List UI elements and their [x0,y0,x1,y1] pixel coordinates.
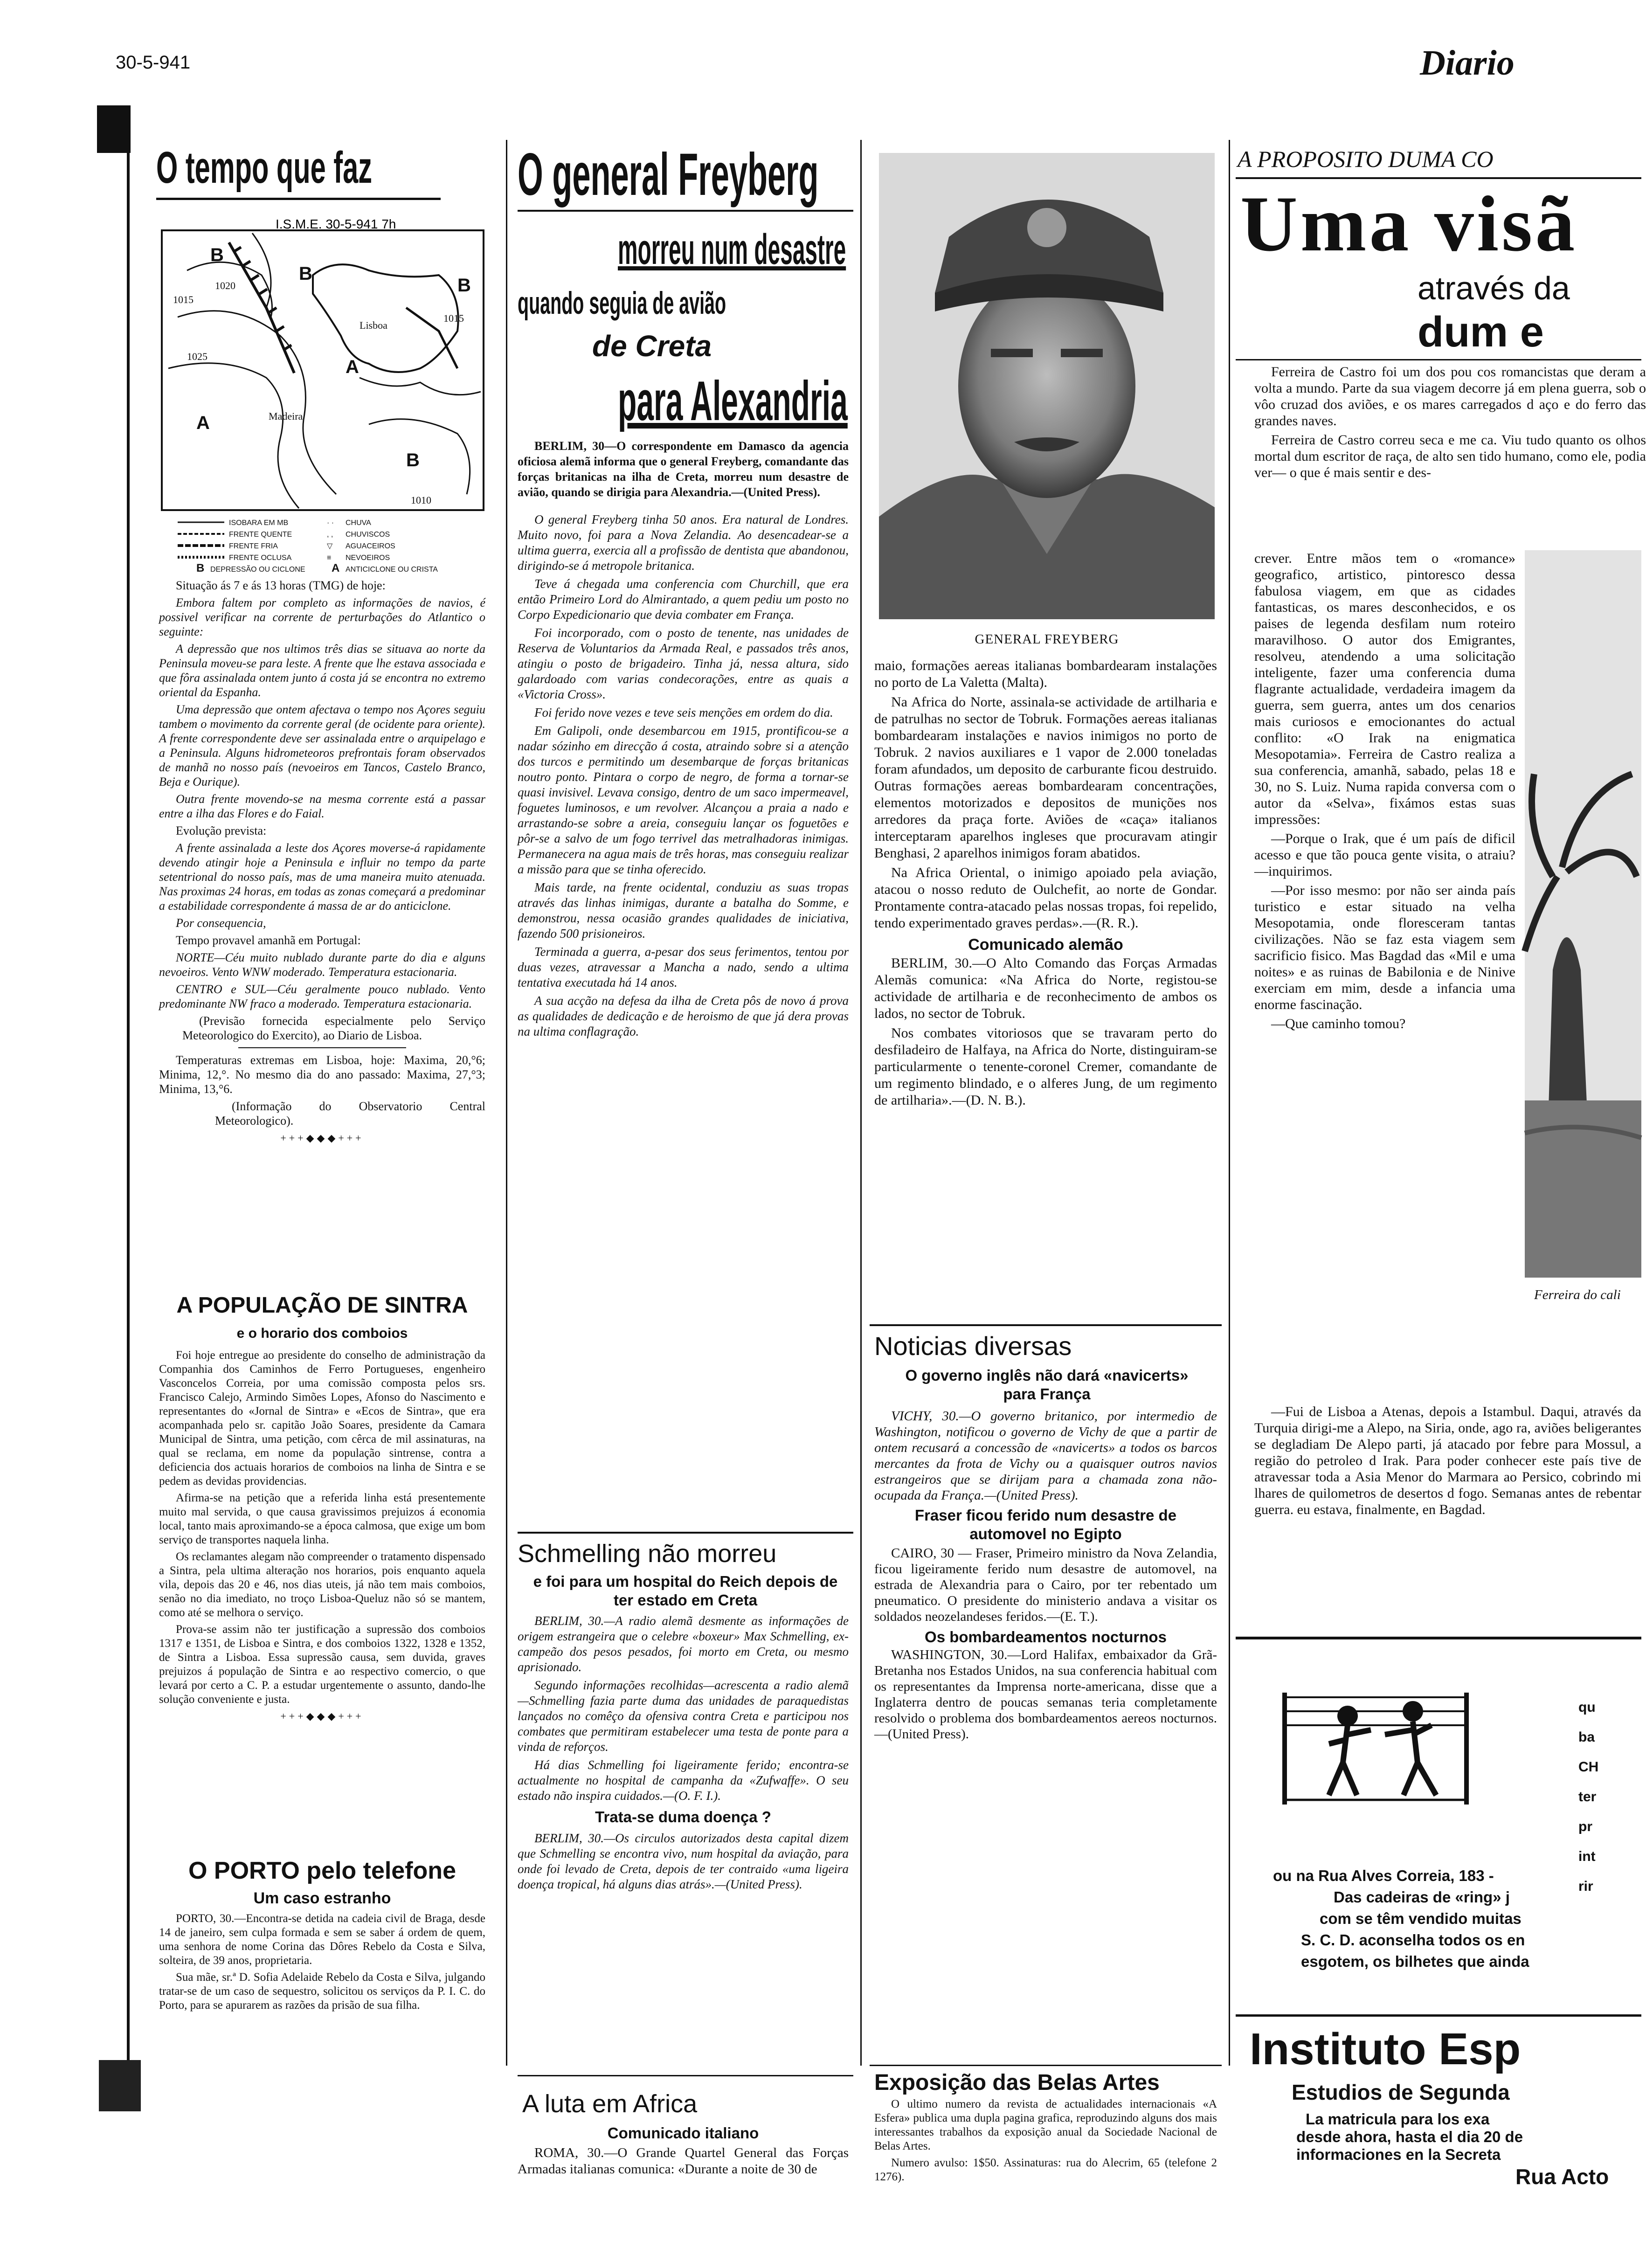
freyberg-portrait [879,153,1215,619]
legend-cold-front: FRENTE FRIA [229,542,278,550]
svg-text:A: A [332,562,340,574]
legend-rain: CHUVA [346,519,371,527]
visao-paragraph: Ferreira de Castro correu seca e me ca. Viu tudo quanto os olhos mortal dum escritor de raça, de alto sen tido humano, como ele, podia ver— o que é mais sentir e des- [1254,432,1646,480]
navicerts-title: O governo inglês não dará «navicerts» para França [905,1367,1189,1403]
legend-occluded-front: FRENTE OCLUSA [229,554,292,562]
visao-paragraph: crever. Entre mãos tem o «romance» geografico, artistico, pintoresco dessa fabulosa viagem, em que as cidades fantasticas, os mares desconhecidos, e os paises de legenda desfilam num roteiro maravilhoso. O autor dos Emigrantes, resolveu, atendendo a uma solicitação inteligente, fazer uma conferencia duma flagrante actualidade, verdadeira imagem da guerra, sem guerra, antes um dos cenarios mais curiosos e emocionantes do actual conflito: «O Irak na enigmatica Mesopotamia». Ferreira de Castro realiza a sua conferencia, amanhã, sabado, pelas 18 e 30, no S. Luiz. Numa rapida conversa com o autor da «Selva», fixámos estas suas impressões: [1254,551,1515,827]
map-low-label: B [406,450,420,470]
ad-line: S. C. D. aconselha todos os en [1301,1931,1525,1949]
boxing-illustration [1278,1679,1473,1809]
weather-temperatures: Temperaturas extremas em Lisboa, hoje: Maxima, 20,°6; Minima, 12,°. No mesmo dia do ano passado: Maxima, 27,°3; Minima, 13,°6. [159,1053,485,1096]
visao-subtitle-1: através da [1418,270,1570,306]
alemao-paragraph: Nos combates vitoriosos que se travaram perto do desfiladeiro de Halfaya, na Africa do Norte, distinguiram-se particularmente o tenente-coronel Cremer, comandante de um regimento blindado, e o alferes Jung, de um regimento de artilharia».—(D. N. B.). [874,1025,1217,1108]
visao-paragraph: Ferreira de Castro foi um dos pou cos romancistas que deram a volta a mundo. Parte da sua viagem decorre já em plena guerra, sob o vôo cruzad dos aviões, e os mares carregados d aço e do ferro das grandes naves. [1254,364,1646,429]
column-rule [1229,140,1230,2066]
schmelling-article [518,1613,849,1895]
sintra-title: A POPULAÇÃO DE SINTRA [176,1293,468,1318]
visao-narrow-text [1254,550,1515,1035]
ad-line: esgotem, os bilhetes que ainda [1301,1953,1529,1970]
navicerts-paragraph: VICHY, 30.—O governo britanico, por intermedio de Washington, notificou o governo de Vichy de que a partir de ontem recusará a concessão de «navicerts» a todos os barcos mercantes da frota de Vichy ou a quaisquer outros navios estrangeiros que se dirijam para a chamada zona não-ocupada da França.—(United Press). [874,1409,1217,1503]
africa-subtitle: Comunicado italiano [607,2124,759,2142]
freyberg-paragraph: Em Galipoli, onde desembarcou em 1915, prontificou-se a nadar sózinho em direcção á costa, atraindo sobre si a atenção dos turcos e permitindo um desembarque de forças britanicas noutro ponto. Pintara o corpo de negro, de forma a tornar-se quasi invisivel. Levava consigo, dentro de um saco impermeavel, foguetes luminosos, e um revolver. Alcançou a praia a nado e arrastando-se sobre a areia, conseguiu lançar os foguetões e pôr-se a salvo de um fogo terrivel das metralhadoras inimigas. Permanecera na agua mais de três horas, mas conseguiu realizar a missão para que se tinha oferecido. [518,724,849,876]
svg-text:, ,: , , [327,531,333,539]
doenca-paragraph: BERLIM, 30.—Os circulos autorizados desta capital dizem que Schmelling se encontra vivo, num hospital da aviação, para onde foi levado de Creta, depois de ter contraido «uma ligeira doença tropical, há alguns dias atrás».—(United Press). [518,1831,849,1891]
map-high-label: A [196,413,210,433]
schmelling-subtitle: e foi para um hospital do Reich depois de ter estado em Creta [533,1573,838,1609]
photo-caption: GENERAL FREYBERG [975,632,1119,647]
ad-line: Das cadeiras de «ring» j [1334,1888,1510,1906]
instituto-line: desde ahora, hasta el dia 20 de [1296,2128,1523,2145]
weather-forecast-south: CENTRO e SUL—Céu geralmente pouco nublado. Vento predominante NW fraco a moderado. Temperatura estacionaria. [159,982,485,1010]
africa-paragraph: maio, formações aereas italianas bombardearam instalações no porto de La Valetta (Malta). [874,658,1217,690]
bomb-paragraph: WASHINGTON, 30.—Lord Halifax, embaixador da Grã-Bretanha nos Estados Unidos, na sua conferencia habitual com os representantes da Imprensa norte-americana, disse que a Inglaterra dentro de poucas semanas teria completamente resolvido o problema dos bombardeamentos aereos nocturnos.—(United Press). [874,1647,1217,1742]
weather-paragraph: Embora faltem por completo as informações de navios, é possivel verificar na corrente de perturbações do Atlantico o seguinte: [159,596,485,638]
instituto-subtitle: Estudios de Segunda [1292,2080,1510,2104]
legend-isobar: ISOBARA EM MB [229,519,289,527]
weather-situation: Situação ás 7 e ás 13 horas (TMG) de hoje: [176,579,386,592]
column-rule [127,149,130,2084]
freyberg-paragraph: Terminada a guerra, a-pesar dos seus ferimentos, tentou por duas vezes, atravessar a Mancha a nado, sendo a ultima tentativa executada há 14 anos. [518,945,849,989]
visao-intro [1254,364,1646,484]
instituto-line: La matricula para los exa [1306,2110,1490,2128]
africa-continued [874,657,1217,1112]
africa-paragraph: Na Africa do Norte, assinala-se actividade de artilharia e de patrulhas no sector de Tobruk. Formações aereas italianas bombardearam instalações e navios inimigos no porto de Tobruk. 2 navios auxiliares e 1 vapor de 2.000 toneladas foram afundados, um deposito de carburante ficou destruido. Outras formações aereas bombardearam concentrações, elementos motorizados e depositos de munições nos arredores da praça forte. Aviões de «caça» italianos interceptaram aparelhos ingleses que procuravam atingir Benghasi, 2 aparelhos inimigos foram abatidos. [874,694,1217,861]
edge-mark-top [97,105,131,153]
svg-text:▽: ▽ [327,542,333,550]
fraser-title: Fraser ficou ferido num desastre de automovel no Egipto [914,1507,1177,1542]
freyberg-headline: O general Freyberg [518,141,819,208]
freyberg-article [518,438,849,1042]
boxing-ad-text [1273,1865,1641,1972]
iberia-coast [313,264,458,372]
legend-drizzle: CHUVISCOS [346,531,390,539]
svg-text:B: B [196,562,205,574]
fraser-paragraph: CAIRO, 30 — Fraser, Primeiro ministro da Nova Zelandia, ficou ligeiramente ferido num desastre de automovel, na estrada de Alexandria para o Cairo, por ter rebentado um pneumatico. O presidente do ministerio andava a visitar os soldados neozelandeses feridos.—(E. T.). [874,1546,1217,1624]
africa-paragraph: Na Africa Oriental, o inimigo apoiado pela aviação, atacou o nosso reduto de Oulchefit, ao norte de Gondar. Prontamente contra-atacado pelas nossas tropas, foi repelido, tendo experimentado graves perdas».—(R. R.). [874,865,1217,931]
map-low-label: B [210,245,224,265]
freyberg-section [518,140,853,2177]
instituto-text [1296,2110,1641,2190]
instituto-line: informaciones en la Secreta [1296,2146,1501,2163]
column-rule [506,140,507,2066]
bomb-title: Os bombardeamentos nocturnos [925,1628,1167,1646]
issue-date: 30-5-941 [116,52,191,73]
legend-anticyclone: ANTICICLONE OU CRISTA [346,566,438,574]
porto-title: O PORTO pelo telefone [188,1857,456,1884]
weather-forecast-north: NORTE—Céu muito nublado durante parte do dia e alguns nevoeiros. Vento WNW moderado. Temperatura estacionaria. [159,951,485,979]
map-stamp: I.S.M.E. 30-5-941 7h [276,217,396,231]
sintra-article: Foi hoje entregue ao presidente do conselho de administração da Companhia dos Caminhos de Ferro Portugueses, engenheiro Vasconcelos Correia, por uma comissão composta pelos srs. Francisco Calejo, Armindo Simões Lopes, Afonso do Nascimento e representantes do «Jornal de Sintra» e «Ecos de Sintra», que era acompanhada pelo sr. capitão João Soares, presidente da Camara Municipal de Sintra, uma petição, com cêrca de mil assinaturas, na qual se reclama, em nome da população sintrense, contra a deficiencia dos actuais horarios de comboios na linha de Sintra e se pedem as devidas providencias. Afirma-se na petição que a referida linha está presentemente muito mal servida, o que causa gravissimos prejuizos á economia local, tanto mais aproximando-se a época calmosa, que exige um bom serviço de transportes naquela linha. Os reclamantes alegam não compreender o tratamento dispensado a Sintra, pela ultima alteração nos horarios, pois enquanto aquela vila, depois das 20 e 46, nos dias uteis, já não tem mais comboios, senão no dia imediato, no troço Lisboa-Queluz não só se mantem, como até se melhora o serviço. Prova-se assim não ter justificação a supressão dos comboios 1317 e 1351, de Lisboa e Sintra, e dos comboios 1322, 1328 e 1352, de Sintra a Lisboa. Essa supressão causa, sem duvida, graves prejuizos á população de Sintra e ao respectivo comercio, o que levará por certo a C. P. a estudar urgentemente o assunto, dando-lhe solução conveniente e justa. +++◆◆◆+++ [159,1349,485,1722]
ad-line: com se têm vendido muitas [1320,1910,1522,1927]
belas-title: Exposição das Belas Artes [874,2070,1160,2095]
africa-article [518,2145,849,2180]
sintra-paragraph: Afirma-se na petição que a referida linha está presentemente muito mal servida, o que causa gravissimos prejuizos á economia local, tanto mais aproximando-se a época calmosa, que exige um bom serviço de transportes naquela linha. [159,1492,485,1546]
belas-paragraph: Numero avulso: 1$50. Assinaturas: rua do Alecrim, 65 (telefone 2 1276). [874,2157,1217,2183]
africa-coast [360,378,481,395]
ferreira-photo-caption: Ferreira do cali [1534,1287,1621,1302]
visao-paragraph: —Que caminho tomou? [1271,1016,1406,1031]
weather-paragraph: Outra frente movendo-se na mesma corrente está a passar entre a ilha das Flores e do Faial. [159,792,485,820]
visao-title: Uma visã [1240,180,1578,268]
weather-paragraph: A frente assinalada a leste dos Açores moverse-á rapidamente devendo atingir hoje a Peninsula e influir no tempo da parte setentrional do nosso país, mas de uma maneira muito atenuada. Nas proximas 24 horas, em todas as zonas começará a predominar a estabilidade correspondente á massa de ar do anticiclone. [159,841,485,913]
belas-article [874,2097,1217,2187]
map-isobar-value: 1010 [411,494,431,506]
map-isobar-value: 1025 [187,351,207,362]
weather-map [159,214,485,574]
weather-paragraph: Evolução prevista: [176,824,267,837]
ad-line: ou na Rua Alves Correia, 183 - [1273,1867,1494,1884]
freyberg-paragraph: Foi incorporado, com o posto de tenente, nas unidades de Reserva de Voluntarios da Armada Real, e passados três anos, atingiu o posto de brigadeiro. Tinha já, nessa altura, sido galardoado com varias condecorações, entre as quais a «Victoria Cross». [518,626,849,701]
instituto-line: Rua Acto [1515,2164,1609,2189]
visao-wide-text [1254,1404,1641,1521]
schmelling-paragraph: Segundo informações recolhidas—acrescenta a radio alemã—Schmelling fazia parte duma das unidades de paraquedistas lançados no comêço da ofensiva contra Creta e participou nos combates que permitiram estabelecer uma testa de ponte para a vinda de reforços. [518,1678,849,1754]
alemao-paragraph: BERLIM, 30.—O Alto Comando das Forças Armadas Alemãs comunica: «Na Africa do Norte, registou-se actividade de artilharia e de reconhecimento de ambos os lados, no sector de Tobruk. [874,955,1217,1021]
africa-title: A luta em Africa [522,2090,698,2118]
map-place-label: Madeira [269,410,303,422]
map-low-label: B [457,275,471,296]
column-rule [860,140,862,2066]
porto-paragraph: Sua mãe, sr.ª D. Sofia Adelaide Rebelo da Costa e Silva, julgando tratar-se de um caso de sequestro, solicitou os serviços da P. I. C. do Porto, para se apurarem as razões da prisão de sua filha. [159,1971,485,2012]
column-3 [870,140,1222,2183]
porto-paragraph: PORTO, 30.—Encontra-se detida na cadeia civil de Braga, desde 14 de janeiro, sem culpa formada e sem se saber á ordem de quem, uma senhora de nome Corina das Dôres Rebelo da Costa e Silva, solteira, de 39 anos, proprietaria. [159,1912,485,1967]
sintra-paragraph: Prova-se assim não ter justificação a supressão dos comboios 1317 e 1351, de Lisboa e Sintra, e dos comboios 1322, 1328 e 1352, de Sintra a Lisboa. Essa supressão causa, sem duvida, graves prejuizos á população de Sintra e ao respectivo comercio, o que levará por certo a C. P. a estudar urgentemente o assunto, dando-lhe solução conveniente e justa. [159,1623,485,1706]
visao-paragraph: —Porque o Irak, que é um país de dificil acesso e que tão pouca gente visita, o atraiu?—inquirimos. [1254,831,1515,879]
legend-depression: DEPRESSÃO OU CICLONE [210,566,305,574]
edge-mark-bottom [99,2060,141,2111]
alemao-title: Comunicado alemão [968,936,1123,954]
weather-paragraph: Tempo provavel amanhã em Portugal: [176,933,361,947]
svg-text:≡: ≡ [327,554,332,562]
noticias-article [874,1408,1217,1745]
freyberg-headline-4: de Creta [592,329,712,363]
freyberg-paragraph: Foi ferido nove vezes e teve seis menções em ordem do dia. [534,705,833,719]
masthead-logo: Diario [1420,43,1515,83]
freyberg-headline-5: para Alexandria [618,370,848,432]
sintra-paragraph: Foi hoje entregue ao presidente do conselho de administração da Companhia dos Caminhos de Ferro Portugueses, engenheiro Vasconcelos Correia, por uma comissão composta pelos srs. Francisco Calejo, Armindo Simões Lopes, Afonso do Nascimento e representantes do «Jornal de Sintra» e «Ecos de Sintra», que era acompanhada pelo sr. capitão João Soares, presidente da Camara Municipal de Sintra, uma petição, com cêrca de mil assinaturas, na qual se reclama, em nome da população sintrense, contra a deficiencia dos actuais horarios de comboios na linha de Sintra e se pedem as devidas providencias. [159,1349,485,1487]
weather-source: (Previsão fornecida especialmente pelo Serviço Meteorologico do Exercito), ao Diario de Lisboa. [182,1014,485,1042]
freyberg-paragraph: Mais tarde, na frente ocidental, conduziu as suas tropas através das linhas inimigas, durante a batalha do Somme, e demonstrou, nessa ocasião grandes qualidades de iniciativa, fazendo 500 prisioneiros. [518,880,849,940]
freyberg-headline-2: morreu num desastre [618,226,846,273]
legend-warm-front: FRENTE QUENTE [229,531,292,539]
freyberg-headline-3: quando seguia de avião [518,285,726,321]
porto-subtitle: Um caso estranho [253,1889,391,1907]
boxing-ad-side-text: qu ba CH ter pr int rir [1578,1700,1599,1894]
map-isobar-value: 1020 [215,280,235,291]
weather-observatory: (Informação do Observatorio Central Meteorologico). [215,1099,485,1127]
sintra-paragraph: Os reclamantes alegam não compreender o tratamento dispensado a Sintra, pela ultima alteração nos horarios, pois enquanto aquela vila, depois das 20 e 46, nos dias uteis, já não tem mais comboios, senão no dia imediato, no troço Lisboa-Queluz não só se mantem, como até se melhora o serviço. [159,1550,485,1619]
visao-paragraph: —Por isso mesmo: por não ser ainda país turistico e estar situado na velha Mesopotamia, onde floresceram tantas civilizações. Não se faz esta viagem sem sacrificio fisico. Mas Bagdad das «Mil e uma noites» e as ruinas de Babilonia e de Ninive exerciam em mim, desde a infancia uma enorme fascinação. [1254,883,1515,1012]
weather-paragraph: A depressão que nos ultimos três dias se situava ao norte da Peninsula moveu-se para leste. A frente que lhe estava associada e que fôra assinalada ontem junto á costa já se encontra no extremo oriental da Espanha. [159,642,485,699]
map-isobar-value: 1015 [173,294,194,305]
weather-paragraph: Uma depressão que ontem afectava o tempo nos Açores seguiu tambem o movimento da corrente geral (de ocidente para oriente). A frente correspondente deve ser assinalada entre o arquipelago e a Peninsula. Alguns hidrometeoros prefrontais foram observados de manhã no nosso país (nevoeiros em Tancos, Castelo Branco, Beja e Ourique). [159,703,485,788]
map-high-label: A [346,357,359,377]
legend-fog: NEVOEIROS [346,554,390,562]
legend-showers: AGUACEIROS [346,542,395,550]
weather-report: Situação ás 7 e ás 13 horas (TMG) de hoje: Embora faltem por completo as informações de navios, é possivel verificar na corrente de perturbações do Atlantico o seguinte: A depressão que nos ultimos três dias se situava ao norte da Peninsula moveu-se para leste. A frente que lhe estava associada e que fôra assinalada ontem junto á costa já se encontra no extremo oriental da Espanha. Uma depressão que ontem afectava o tempo nos Açores seguiu tambem o movimento da corrente geral (de ocidente para oriente). A frente correspondente deve ser assinalada entre o arquipelago e a Peninsula. Alguns hidrometeoros prefrontais foram observados de manhã no nosso país (nevoeiros em Tancos, Castelo Branco, Beja e Ourique). Outra frente movendo-se na mesma corrente está a passar entre a ilha das Flores e do Faial. Evolução prevista: A frente assinalada a leste dos Açores moverse-á rapidamente devendo atingir hoje a Peninsula e influir no tempo da parte setentrional do nosso país, mas de uma maneira muito atenuada. Nas proximas 24 horas, em todas as zonas começará a predominar a estabilidade correspondente á massa de ar do anticiclone. Por consequencia, Tempo provavel amanhã em Portugal: NORTE—Céu muito nublado durante parte do dia e alguns nevoeiros. Vento WNW moderado. Temperatura estacionaria. CENTRO e SUL—Céu geralmente pouco nublado. Vento predominante NW fraco a moderado. Temperatura estacionaria. (Previsão fornecida especialmente pelo Serviço Meteorologico do Exercito), ao Diario de Lisboa. Temperaturas extremas em Lisboa, hoje: Maxima, 20,°6; Minima, 12,°. No mesmo dia do ano passado: Maxima, 27,°3; Minima, 13,°6. (Informação do Observatorio Central Meteorologico). +++◆◆◆+++ [159,579,485,1144]
weather-title: O tempo que faz [156,143,372,193]
schmelling-title: Schmelling não morreu [518,1540,777,1568]
map-place-label: Lisboa [360,319,387,331]
column-4 [1236,140,1646,2189]
africa-paragraph: ROMA, 30.—O Grande Quartel General das Forças Armadas italianas comunica: «Durante a noite de 30 de [518,2145,849,2177]
svg-text:· ·: · · [327,519,334,527]
freyberg-paragraph: A sua acção na defesa da ilha de Creta pôs de novo á prova as qualidades de dedicação e de heroismo de que já dera provas na ultima conflagração. [518,994,849,1038]
weather-paragraph: Por consequencia, [176,916,266,930]
visao-kicker: A PROPOSITO DUMA CO [1238,146,1494,172]
map-low-label: B [299,263,312,284]
porto-article [159,1912,485,2015]
sintra-subtitle: e o horario dos comboios [236,1326,408,1341]
noticias-title: Noticias diversas [874,1331,1072,1361]
doenca-title: Trata-se duma doença ? [595,1808,771,1825]
map-isobar-value: 1015 [443,312,464,324]
instituto-title: Instituto Esp [1250,2024,1521,2074]
belas-paragraph: O ultimo numero da revista de actualidades internacionais «A Esfera» publica uma dupla pagina grafica, reproduzindo alguns dos mais interessantes trabalhos da exposição anual da Sociedade Nacional de Belas Artes. [874,2098,1217,2152]
freyberg-lead: BERLIM, 30—O correspondente em Damasco da agencia oficiosa alemã informa que o general Freyberg, comandante das forças britanicas na ilha de Creta, morreu num desastre de avião, quando se dirigia para Alexandria.—(United Press). [518,439,849,499]
freyberg-paragraph: O general Freyberg tinha 50 anos. Era natural de Londres. Muito novo, foi para a Nova Zelandia. Ao desencadear-se a ultima guerra, exercia all a profissão de dentista que abandonou, dirigindo-se á metropole britanica. [518,512,849,573]
weather-section [156,140,494,2098]
schmelling-paragraph: Há dias Schmelling foi ligeiramente ferido; encontra-se actualmente no hospital de campanha da «Zufwaffe». O seu estado não inspira cuidados.—(O. F. I.). [518,1758,849,1803]
ferreira-photo [1525,550,1641,1278]
visao-paragraph: —Fui de Lisboa a Atenas, depois a Istambul. Daqui, através da Turquia dirigi-me a Alepo, na Siria, onde, ago ra, aviões beligerantes se degladiam De Alepo parti, já atacado por febre para Mossul, a região do petroleo d Irak. Para poder conhecer este país tive de atravessar toda a Asia Menor do Marmara ao Persico, cobrindo mi lhares de quilometros de desertos d fogo. Semanas antes de rebentar guerra. eu estava, finalmente, en Bagdad. [1254,1404,1641,1517]
visao-subtitle-2: dum e [1418,308,1544,356]
schmelling-paragraph: BERLIM, 30.—A radio alemã desmente as informações de origem estrangeira que o celebre «boxeur» Max Schmelling, ex-campeão dos pesos pesados, foi morto em Creta, ou mesmo aprisionado. [518,1614,849,1674]
freyberg-paragraph: Teve á chegada uma conferencia com Churchill, que era então Primeiro Lord do Almirantado, a quem pediu um posto no Corpo Expedicionario que devia combater em França. [518,577,849,622]
